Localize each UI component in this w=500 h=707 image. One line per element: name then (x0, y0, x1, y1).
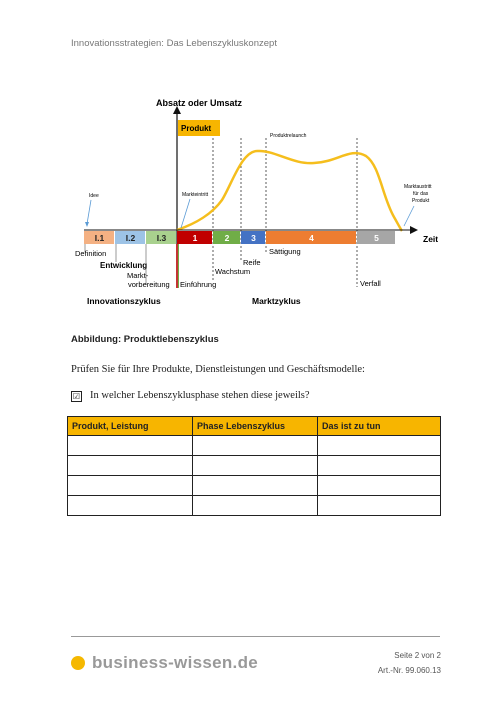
vorbereitung-label: vorbereitung (128, 280, 170, 289)
verfall-label: Verfall (360, 279, 381, 288)
table-row (68, 456, 441, 476)
lifecycle-diagram (0, 0, 500, 330)
checkbox-icon: ☑ (72, 392, 81, 401)
marktzyklus-label: Marktzyklus (252, 296, 301, 306)
logo-text: business-wissen.de (92, 653, 259, 672)
markteintritt-label: Markteintritt (182, 192, 209, 198)
lifecycle-curve (177, 151, 402, 231)
phase-segment-label: 5 (374, 233, 379, 243)
table-cell[interactable] (193, 496, 318, 516)
marktaustritt-arrow (404, 206, 414, 226)
page-number: Seite 2 von 2 (394, 651, 441, 660)
col-phase: Phase Lebenszyklus (193, 417, 318, 436)
figure-caption: Abbildung: Produktlebenszyklus (71, 334, 219, 345)
intro-paragraph: Prüfen Sie für Ihre Produkte, Dienstleistungen und Geschäftsmodelle: (71, 364, 365, 375)
phase-segment-label: I.1 (94, 233, 105, 243)
phase-segment-label: 4 (309, 233, 314, 243)
marktaustritt-line1: Marktaustritt (404, 184, 432, 190)
phase-segment-label: I.2 (125, 233, 136, 243)
idee-arrow-head (85, 222, 89, 227)
phase-segment-label: I.3 (156, 233, 167, 243)
table-cell[interactable] (318, 436, 441, 456)
y-axis-title: Absatz oder Umsatz (156, 98, 243, 108)
footer-rule (71, 636, 440, 637)
table-row (68, 476, 441, 496)
page-header: Innovationsstrategien: Das Lebenszykluskonzept (71, 38, 277, 49)
entwicklung-label: Entwicklung (100, 261, 148, 270)
table-cell[interactable] (68, 456, 193, 476)
table-cell[interactable] (68, 476, 193, 496)
table-cell[interactable] (193, 436, 318, 456)
col-todo: Das ist zu tun (318, 417, 441, 436)
einfuehrung-label: Einführung (180, 280, 217, 289)
table-header-row (68, 417, 441, 436)
page-info (378, 648, 441, 678)
lifecycle-table (67, 416, 441, 516)
article-number: Art.-Nr. 99.060.13 (377, 666, 441, 675)
markteintritt-arrow (181, 199, 190, 228)
question-line (71, 390, 310, 402)
phase-segment-label: 1 (192, 233, 198, 243)
table-cell[interactable] (318, 476, 441, 496)
col-produkt: Produkt, Leistung (68, 417, 193, 436)
wachstum-label: Wachstum (215, 267, 251, 276)
idee-label: Idee (89, 193, 99, 199)
marktaustritt-line3: Produkt (412, 198, 430, 204)
phase-segment-label: 3 (251, 233, 256, 243)
logo-dot-icon (71, 656, 85, 670)
x-axis-arrow (410, 226, 418, 234)
innovationszyklus-label: Innovationszyklus (87, 296, 161, 306)
question-text: In welcher Lebenszyklusphase stehen diese jeweils? (90, 390, 310, 401)
table-cell[interactable] (68, 436, 193, 456)
logo (71, 653, 258, 673)
phase-segment-label: 2 (224, 233, 230, 243)
table-cell[interactable] (318, 456, 441, 476)
idee-arrow (87, 200, 91, 224)
reife-label: Reife (243, 258, 261, 267)
table-row (68, 436, 441, 456)
table-cell[interactable] (193, 456, 318, 476)
produktrelaunch-label: Produktrelaunch (270, 133, 307, 139)
definition-label: Definition (75, 249, 107, 258)
table-cell[interactable] (68, 496, 193, 516)
produkt-label: Produkt (181, 124, 212, 133)
marktaustritt-line2: für das (413, 191, 429, 197)
zeit-label: Zeit (423, 234, 439, 244)
table-cell[interactable] (193, 476, 318, 496)
table-row (68, 496, 441, 516)
table-cell[interactable] (318, 496, 441, 516)
markt-label: Markt- (127, 271, 149, 280)
saettigung-label: Sättigung (269, 247, 301, 256)
